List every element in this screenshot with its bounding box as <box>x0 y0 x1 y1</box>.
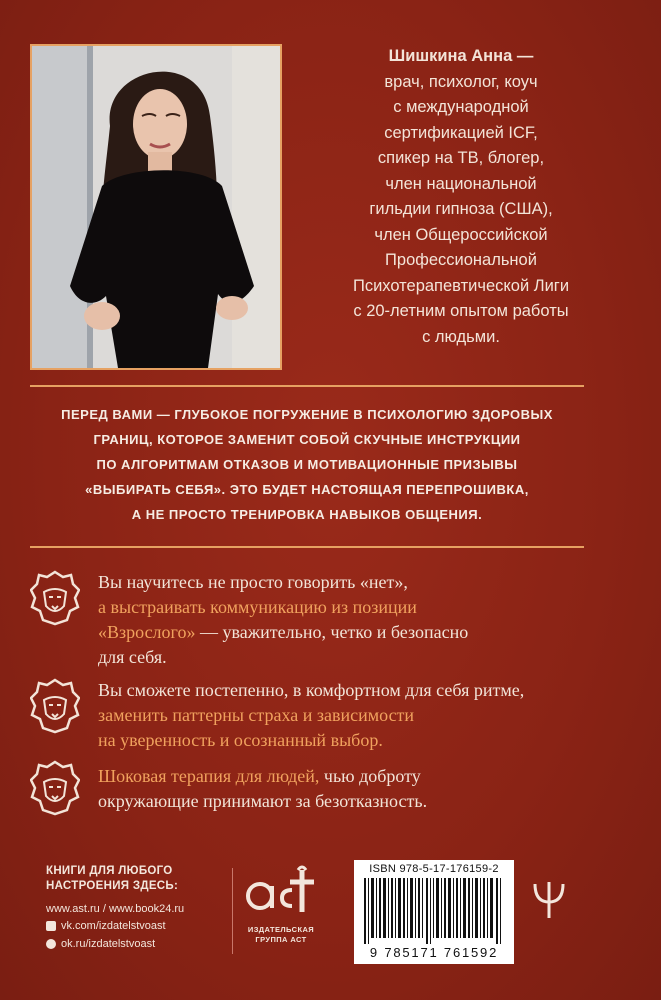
bio-line: врач, психолог, коуч <box>384 72 538 91</box>
isbn-text: ISBN 978-5-17-176159-2 <box>369 863 499 875</box>
benefit-line: окружающие принимают за безотказность. <box>98 791 428 811</box>
benefit-line: — уважительно, четко и безопасно <box>195 622 469 642</box>
intro-text <box>30 402 584 527</box>
lion-icon <box>30 760 80 816</box>
benefit-line: Вы сможете постепенно, в комфортном для себя ритме, <box>98 680 525 700</box>
psi-icon <box>531 880 567 920</box>
intro-line: А НЕ ПРОСТО ТРЕНИРОВКА НАВЫКОВ ОБЩЕНИЯ. <box>131 507 483 522</box>
isbn-barcode <box>354 860 514 964</box>
bio-line: с 20-летним опытом работы <box>353 302 569 320</box>
benefit-item <box>30 570 610 667</box>
bio-line: спикер на ТВ, блогер, <box>377 149 545 167</box>
author-bio <box>296 44 626 350</box>
ok-url: ok.ru/izdatelstvoast <box>61 938 156 950</box>
ast-logo-icon <box>240 862 322 920</box>
promo-heading: НАСТРОЕНИЯ ЗДЕСЬ: <box>46 880 179 892</box>
benefit-line: чью доброту <box>319 766 421 786</box>
lion-icon <box>30 678 80 734</box>
publisher-name: ИЗДАТЕЛЬСКАЯ <box>247 925 315 934</box>
vk-icon <box>46 921 56 931</box>
benefit-highlight: а выстраивать коммуникацию из позиции <box>98 597 417 617</box>
benefit-line: Вы научитесь не просто говорить «нет», <box>98 572 408 592</box>
benefit-highlight: на уверенность и осознанный выбор. <box>98 730 383 750</box>
intro-line: «ВЫБИРАТЬ СЕБЯ». ЭТО БУДЕТ НАСТОЯЩАЯ ПЕРЕПРОШИВКА, <box>85 482 529 497</box>
benefit-highlight: «Взрослого» <box>98 622 196 642</box>
bio-line: член национальной <box>385 174 537 193</box>
benefit-text <box>98 764 618 814</box>
intro-line: ПЕРЕД ВАМИ — ГЛУБОКОЕ ПОГРУЖЕНИЕ В ПСИХОЛОГИЮ ЗДОРОВЫХ <box>61 407 553 422</box>
benefit-item <box>30 760 610 850</box>
vk-url: vk.com/izdatelstvoast <box>61 920 166 932</box>
bio-line: Профессиональной <box>385 251 537 269</box>
ok-link[interactable] <box>46 935 216 953</box>
bio-line: сертификацией ICF, <box>384 123 538 142</box>
intro-line: ПО АЛГОРИТМАМ ОТКАЗОВ И МОТИВАЦИОННЫЕ ПРИЗЫВЫ <box>96 457 518 472</box>
benefit-text <box>98 570 618 670</box>
benefit-highlight: Шоковая терапия для людей, <box>98 766 320 786</box>
barcode-icon <box>362 878 506 944</box>
lion-icon <box>30 570 80 626</box>
promo-heading: КНИГИ ДЛЯ ЛЮБОГО <box>46 865 173 877</box>
bio-line: с людьми. <box>422 327 500 346</box>
benefit-text <box>98 678 618 753</box>
vertical-divider <box>232 868 233 954</box>
divider-bottom <box>30 546 584 548</box>
bio-line: Психотерапевтической Лиги <box>352 276 570 295</box>
publisher-name: ГРУППА АСТ <box>255 935 307 944</box>
benefit-line: для себя. <box>98 647 167 667</box>
bio-line: гильдии гипноза (США), <box>369 200 553 218</box>
benefit-item <box>30 678 610 768</box>
bio-line: с международной <box>393 98 529 116</box>
publisher-logo <box>240 862 322 952</box>
bio-line: член Общероссийской <box>374 225 548 244</box>
benefit-highlight: заменить паттерны страха и зависимости <box>98 705 415 725</box>
intro-line: ГРАНИЦ, КОТОРОЕ ЗАМЕНИТ СОБОЙ СКУЧНЫЕ ИНСТРУКЦИИ <box>93 432 521 447</box>
ok-icon <box>46 939 56 949</box>
vk-link[interactable] <box>46 917 216 935</box>
divider-top <box>30 385 584 387</box>
author-name: Шишкина Анна — <box>388 47 534 65</box>
promo-urls[interactable]: www.ast.ru / www.book24.ru <box>46 903 185 915</box>
promo-block <box>46 864 216 953</box>
author-photo <box>30 44 282 370</box>
barcode-number: 9 785171 761592 <box>369 945 499 960</box>
